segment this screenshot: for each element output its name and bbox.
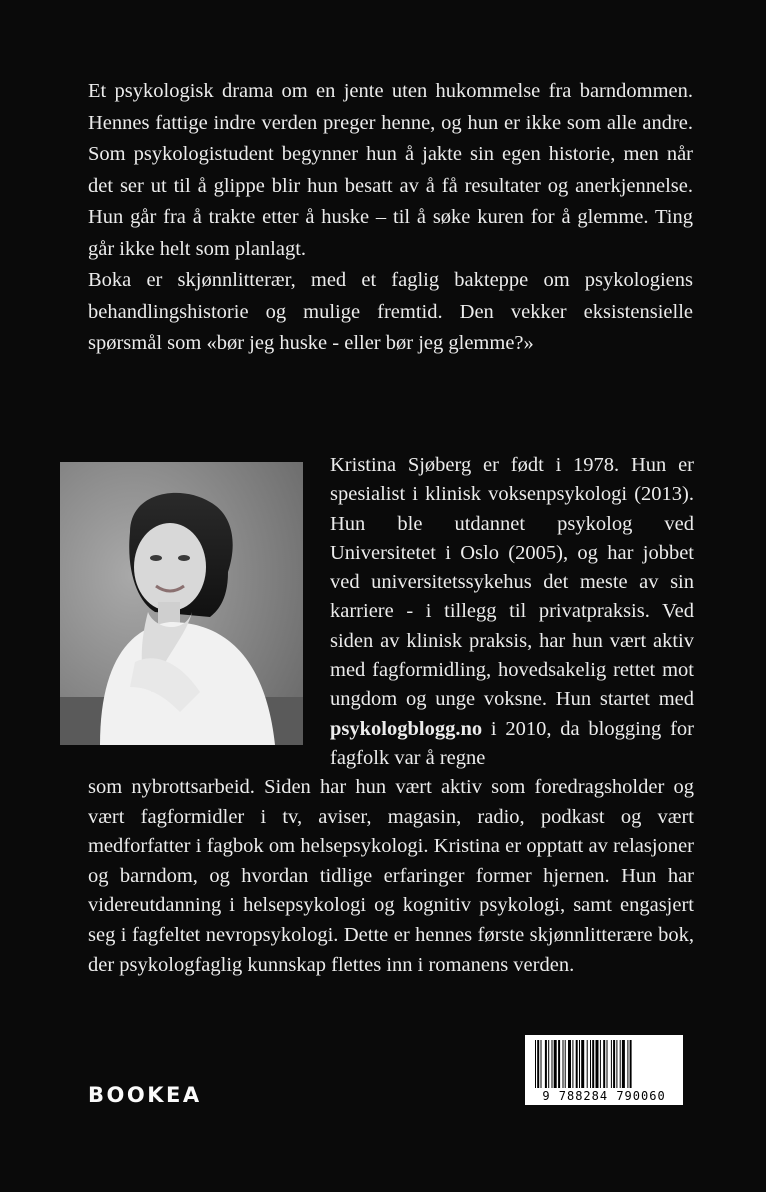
barcode-bar bbox=[568, 1040, 571, 1088]
barcode-bar bbox=[576, 1040, 578, 1088]
barcode-bar bbox=[565, 1040, 566, 1088]
barcode-bar bbox=[548, 1040, 549, 1088]
barcode-bar bbox=[613, 1040, 615, 1088]
barcode-bar bbox=[611, 1040, 612, 1088]
back-cover-blurb bbox=[88, 76, 693, 360]
barcode-bar bbox=[622, 1040, 625, 1088]
barcode-bar bbox=[572, 1040, 573, 1088]
barcode-bar bbox=[616, 1040, 617, 1088]
barcode-digits: 9 788284 790060 bbox=[542, 1089, 666, 1103]
barcode-bar bbox=[607, 1040, 608, 1088]
publisher-logo: BOOKEA bbox=[88, 1083, 202, 1107]
barcode-bar bbox=[552, 1040, 553, 1088]
barcode-bar bbox=[563, 1040, 564, 1088]
barcode-bar bbox=[545, 1040, 547, 1088]
barcode-bar bbox=[600, 1040, 601, 1088]
barcode-bar bbox=[603, 1040, 605, 1088]
barcode-bar bbox=[587, 1040, 588, 1088]
blog-name: psykologblogg.no bbox=[330, 717, 483, 740]
author-photo bbox=[60, 462, 303, 745]
barcode-bar bbox=[554, 1040, 557, 1088]
barcode-bar bbox=[630, 1040, 632, 1088]
author-bio-continued: som nybrottsarbeid. Siden har hun vært aktiv som foredragsholder og vært fagformidler i tv, aviser, magasin, radio, podkast og vært medforfatter i fagbok om helsepsykologi. Kristina er opptatt av relasjoner og barndom, og hvordan tidlige erfaringer former hjernen. Hun har videreutdanning i helsepsykologi og kognitiv psykologi, samt engasjert seg i fagfeltet nevropsykologi. Dette er hennes første skjønnlitterære bok, der psykologfaglig kunnskap flettes inn i romanens verden. bbox=[88, 776, 694, 976]
barcode-bars bbox=[531, 1040, 677, 1088]
isbn-barcode bbox=[525, 1035, 683, 1105]
blurb-paragraph-1: Et psykologisk drama om en jente uten hukommelse fra barndommen. Hennes fattige indre verden preger henne, og hun er ikke som alle andre. Som psykologistudent begynner hun å jakte sin egen historie, men når det ser ut til å glippe blir hun besatt av å få resultater og anerkjennelse. Hun går fra å trakte etter å huske – til å søke kuren for å glemme. Ting går ikke helt som planlagt. bbox=[88, 80, 693, 260]
barcode-bar bbox=[541, 1040, 542, 1088]
barcode-bar bbox=[620, 1040, 621, 1088]
barcode-bar bbox=[596, 1040, 599, 1088]
barcode-bar bbox=[535, 1040, 536, 1088]
barcode-bar bbox=[581, 1040, 584, 1088]
author-portrait-image bbox=[60, 462, 303, 745]
barcode-bar bbox=[537, 1040, 539, 1088]
barcode-bar bbox=[590, 1040, 591, 1088]
author-bio-text: Kristina Sjøberg er født i 1978. Hun er spesialist i klinisk voksenpsykologi (2013). Hun ble utdannet psykolog ved Universitetet i Oslo (2005), og har jobbet ved universitetssykehus det meste av sin karriere - i tillegg til privatpraksis. Ved siden av klinisk praksis, har hun vært aktiv med fagformidling, hovedsakelig rettet mot ungdom og unge voksne. Hun startet med bbox=[330, 454, 694, 711]
barcode-bar bbox=[592, 1040, 594, 1088]
author-bio-top bbox=[330, 451, 694, 773]
barcode-bar bbox=[558, 1040, 560, 1088]
author-bio-bottom bbox=[88, 773, 694, 980]
barcode-bar bbox=[579, 1040, 580, 1088]
author-bio-text-2: i 2010, da blogging for fagfolk var å regne bbox=[330, 717, 694, 769]
blurb-paragraph-2: Boka er skjønnlitterær, med et faglig bakteppe om psykologiens behandlingshistorie og mulige fremtid. Den vekker eksistensielle spørsmål som «bør jeg huske - eller bør jeg glemme?» bbox=[88, 269, 693, 354]
barcode-bar bbox=[627, 1040, 628, 1088]
